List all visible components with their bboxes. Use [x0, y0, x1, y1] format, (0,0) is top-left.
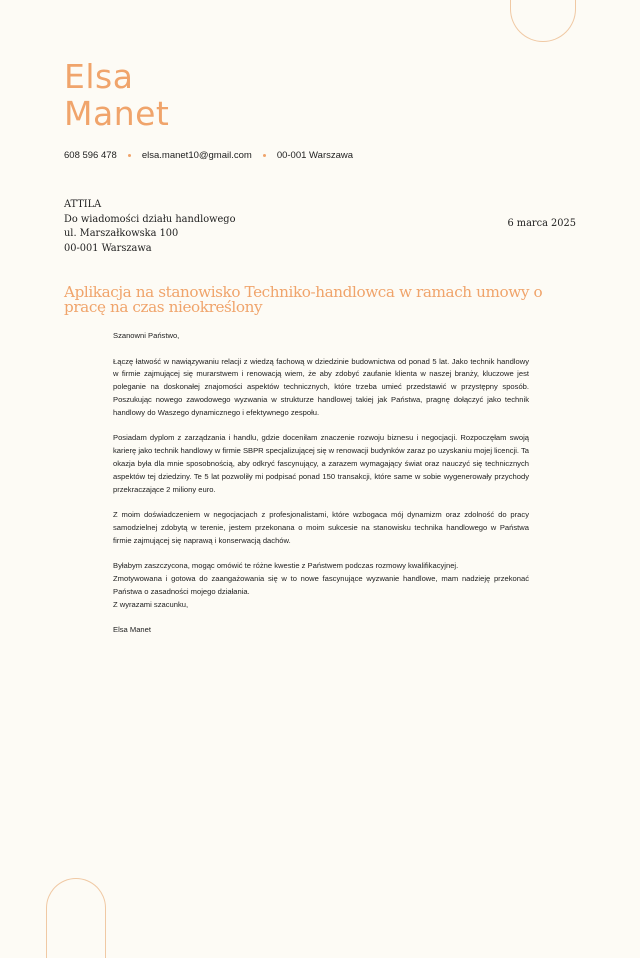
- applicant-name: [64, 58, 169, 132]
- last-name: Manet: [64, 94, 170, 133]
- decorative-arc-bottom: [46, 878, 106, 958]
- letter-body: [113, 330, 529, 650]
- salutation: Szanowni Państwo,: [113, 331, 180, 340]
- paragraph: Posiadam dyplom z zarządzania i handlu, gdzie doceniłam znaczenie rozwoju biznesu i negocjacji. Rozpoczęłam swoją karierę jako technik handlowy w firmie SBPR specjalizującej się w renowacji budynków zaraz po uzyskaniu mojej licencji. Ta okazja była dla mnie sposobnością, aby odkryć fascynujący, a zarazem wymagający świat oraz nauczyć się technicznych aspektów tej dziedziny. Te 5 lat pozwoliły mi podpisać ponad 150 transakcji, które same w sobie wygenerowały przychody przekraczające 2 miliony euro.: [113, 433, 530, 494]
- email-address: elsa.manet10@gmail.com: [141, 150, 252, 161]
- separator-dot: [128, 154, 131, 157]
- closing-block: [113, 560, 529, 611]
- closing-line: Z wyrazami szacunku,: [113, 599, 189, 609]
- letter-date: 6 marca 2025: [507, 218, 576, 229]
- letter-subject: Aplikacja na stanowisko Techniko-handlowca w ramach umowy o pracę na czas nieokreślony: [64, 283, 543, 316]
- decorative-arc-top: [510, 0, 576, 42]
- signature: Elsa Manet: [113, 625, 151, 635]
- paragraph: Z moim doświadczeniem w negocjacjach z profesjonalistami, które wzbogaca mój dynamizm oraz zdolność do pracy samodzielnej zdobytą w terenie, jestem przekonana o moim sukcesie na stanowisku technika handlowego w Państwa firmie zajmującej się naprawą i konserwacją dachów.: [113, 510, 529, 545]
- separator-dot: [263, 154, 266, 157]
- recipient-department: Do wiadomości działu handlowego: [64, 213, 236, 225]
- recipient-city: 00-001 Warszawa: [64, 242, 152, 254]
- first-name: Elsa: [64, 57, 134, 96]
- closing-line: Byłabym zaszczycona, mogąc omówić te różne kwestie z Państwem podczas rozmowy kwalifikacyjnej.: [113, 561, 459, 571]
- contact-info: [64, 150, 353, 161]
- recipient-block: [64, 198, 235, 256]
- recipient-street: ul. Marszałkowska 100: [64, 228, 179, 239]
- paragraph: Łączę łatwość w nawiązywaniu relacji z wiedzą fachową w dziedzinie budownictwa od ponad 5 lat. Jako technik handlowy w firmie zajmującej się murarstwem i renowacją wiem, że aby zdobyć zaufanie klienta w naszej branży, kluczowe jest poleganie na doskonałej znajomości aspektów technicznych, które trzeba umieć przedstawić w przystępny sposób. Poszukując nowego zawodowego wyzwania w strukturze handlowej takiej jak Państwa, pragnę dołączyć jako technik handlowy do Waszego dynamicznego i efektywnego zespołu.: [113, 356, 529, 417]
- closing-line: Zmotywowana i gotowa do zaangażowania się w to nowe fascynujące wyzwanie handlowe, mam nadzieję przekonać Państwa o zasadności mojego działania.: [113, 574, 529, 596]
- phone-number: 608 596 478: [64, 150, 117, 161]
- postal-address: 00-001 Warszawa: [276, 150, 354, 161]
- recipient-company: ATTILA: [64, 199, 102, 210]
